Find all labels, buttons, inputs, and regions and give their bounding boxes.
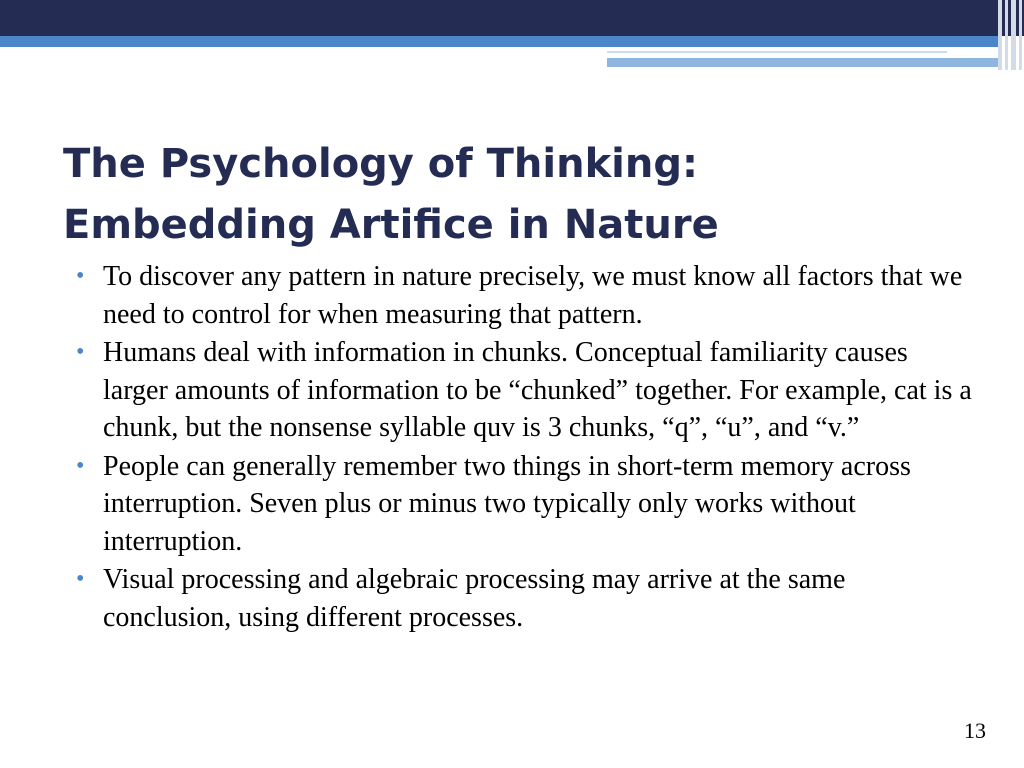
bullet-text: People can generally remember two things in short-term memory across interruption. Seven plus or minus two typically only works without interruption. xyxy=(103,450,911,557)
header-accent-stripe xyxy=(0,36,1000,47)
bullet-icon: • xyxy=(76,339,85,365)
bullet-icon: • xyxy=(76,263,85,289)
slide-title xyxy=(63,134,963,256)
slide-title-line-2: Embedding Artifice in Nature xyxy=(63,202,719,248)
bullet-icon: • xyxy=(76,452,85,479)
header-thin-stripe xyxy=(607,51,947,53)
bullet-item xyxy=(76,561,976,636)
bullet-text: Humans deal with information in chunks. Conceptual familiarity causes larger amounts of information to be “chunked” together. For example, cat is a chunk, but the nonsense syllable quv is 3 chunks, “q”, “u”, and “v.” xyxy=(103,337,972,443)
page-number: 13 xyxy=(964,718,986,743)
bullet-item xyxy=(76,448,976,561)
slide-title-line-1: The Psychology of Thinking: xyxy=(63,141,698,187)
bullet-item xyxy=(76,258,976,333)
bullet-icon: • xyxy=(76,566,85,592)
bullet-item xyxy=(76,334,976,447)
header-right-bars xyxy=(996,0,1024,70)
header-band xyxy=(0,0,1024,36)
bullet-list xyxy=(76,258,976,637)
header-lower-stripe xyxy=(607,58,1000,67)
bullet-text: Visual processing and algebraic processing may arrive at the same conclusion, using different processes. xyxy=(103,564,846,633)
bullet-text: To discover any pattern in nature precisely, we must know all factors that we need to control for when measuring that pattern. xyxy=(103,261,963,330)
